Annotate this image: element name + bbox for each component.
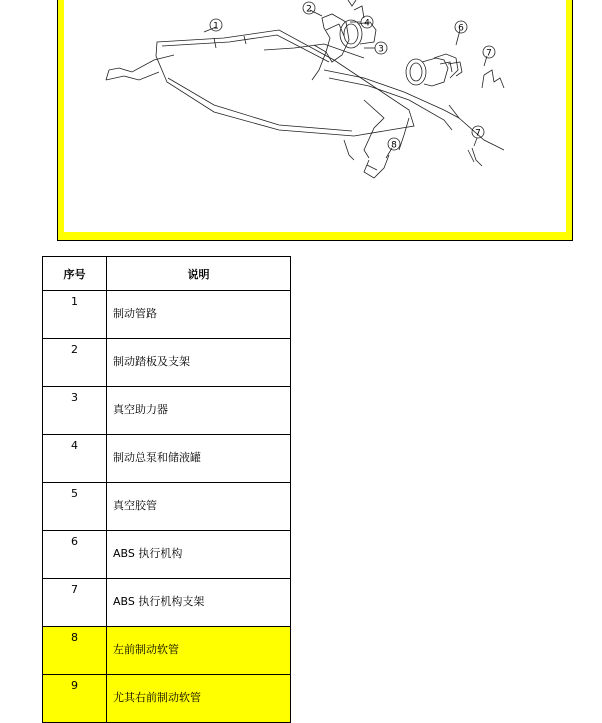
row-description: 制动总泵和储液罐 bbox=[107, 435, 291, 483]
brake-system-drawing bbox=[64, 0, 568, 233]
callout-8 bbox=[388, 138, 400, 151]
callout-1 bbox=[210, 19, 222, 32]
row-description: 制动踏板及支架 bbox=[107, 339, 291, 387]
svg-text:7: 7 bbox=[475, 128, 481, 139]
row-description: 真空助力器 bbox=[107, 387, 291, 435]
row-number: 8 bbox=[43, 627, 107, 675]
callout-6 bbox=[455, 21, 467, 34]
table-row bbox=[43, 291, 291, 339]
svg-text:4: 4 bbox=[364, 18, 370, 29]
table-row bbox=[43, 531, 291, 579]
row-description: 真空胶管 bbox=[107, 483, 291, 531]
table-row-highlighted bbox=[43, 627, 291, 675]
row-description: 制动管路 bbox=[107, 291, 291, 339]
callout-7-upper bbox=[483, 46, 495, 59]
table-row bbox=[43, 483, 291, 531]
table-row bbox=[43, 339, 291, 387]
row-description: 尤其右前制动软管 bbox=[107, 675, 291, 723]
header-description: 说明 bbox=[107, 257, 291, 291]
svg-text:3: 3 bbox=[378, 44, 384, 55]
table-row bbox=[43, 387, 291, 435]
table-row-highlighted bbox=[43, 675, 291, 723]
parts-table bbox=[42, 256, 291, 723]
row-description: 左前制动软管 bbox=[107, 627, 291, 675]
svg-text:6: 6 bbox=[458, 23, 464, 34]
callout-2 bbox=[303, 2, 315, 15]
svg-text:2: 2 bbox=[306, 4, 312, 15]
row-number: 5 bbox=[43, 483, 107, 531]
svg-text:1: 1 bbox=[213, 21, 219, 32]
table-header-row bbox=[43, 257, 291, 291]
row-number: 2 bbox=[43, 339, 107, 387]
row-number: 6 bbox=[43, 531, 107, 579]
row-number: 3 bbox=[43, 387, 107, 435]
callout-7-lower bbox=[472, 126, 484, 139]
callout-4 bbox=[361, 16, 373, 29]
row-number: 7 bbox=[43, 579, 107, 627]
brake-system-diagram bbox=[64, 0, 566, 232]
row-number: 9 bbox=[43, 675, 107, 723]
row-description: ABS 执行机构支架 bbox=[107, 579, 291, 627]
table-row bbox=[43, 435, 291, 483]
row-number: 1 bbox=[43, 291, 107, 339]
diagram-frame bbox=[57, 0, 573, 241]
table-row bbox=[43, 579, 291, 627]
svg-text:8: 8 bbox=[391, 140, 397, 151]
row-description: ABS 执行机构 bbox=[107, 531, 291, 579]
row-number: 4 bbox=[43, 435, 107, 483]
svg-text:7: 7 bbox=[486, 48, 492, 59]
header-number: 序号 bbox=[43, 257, 107, 291]
callout-3 bbox=[375, 42, 387, 55]
